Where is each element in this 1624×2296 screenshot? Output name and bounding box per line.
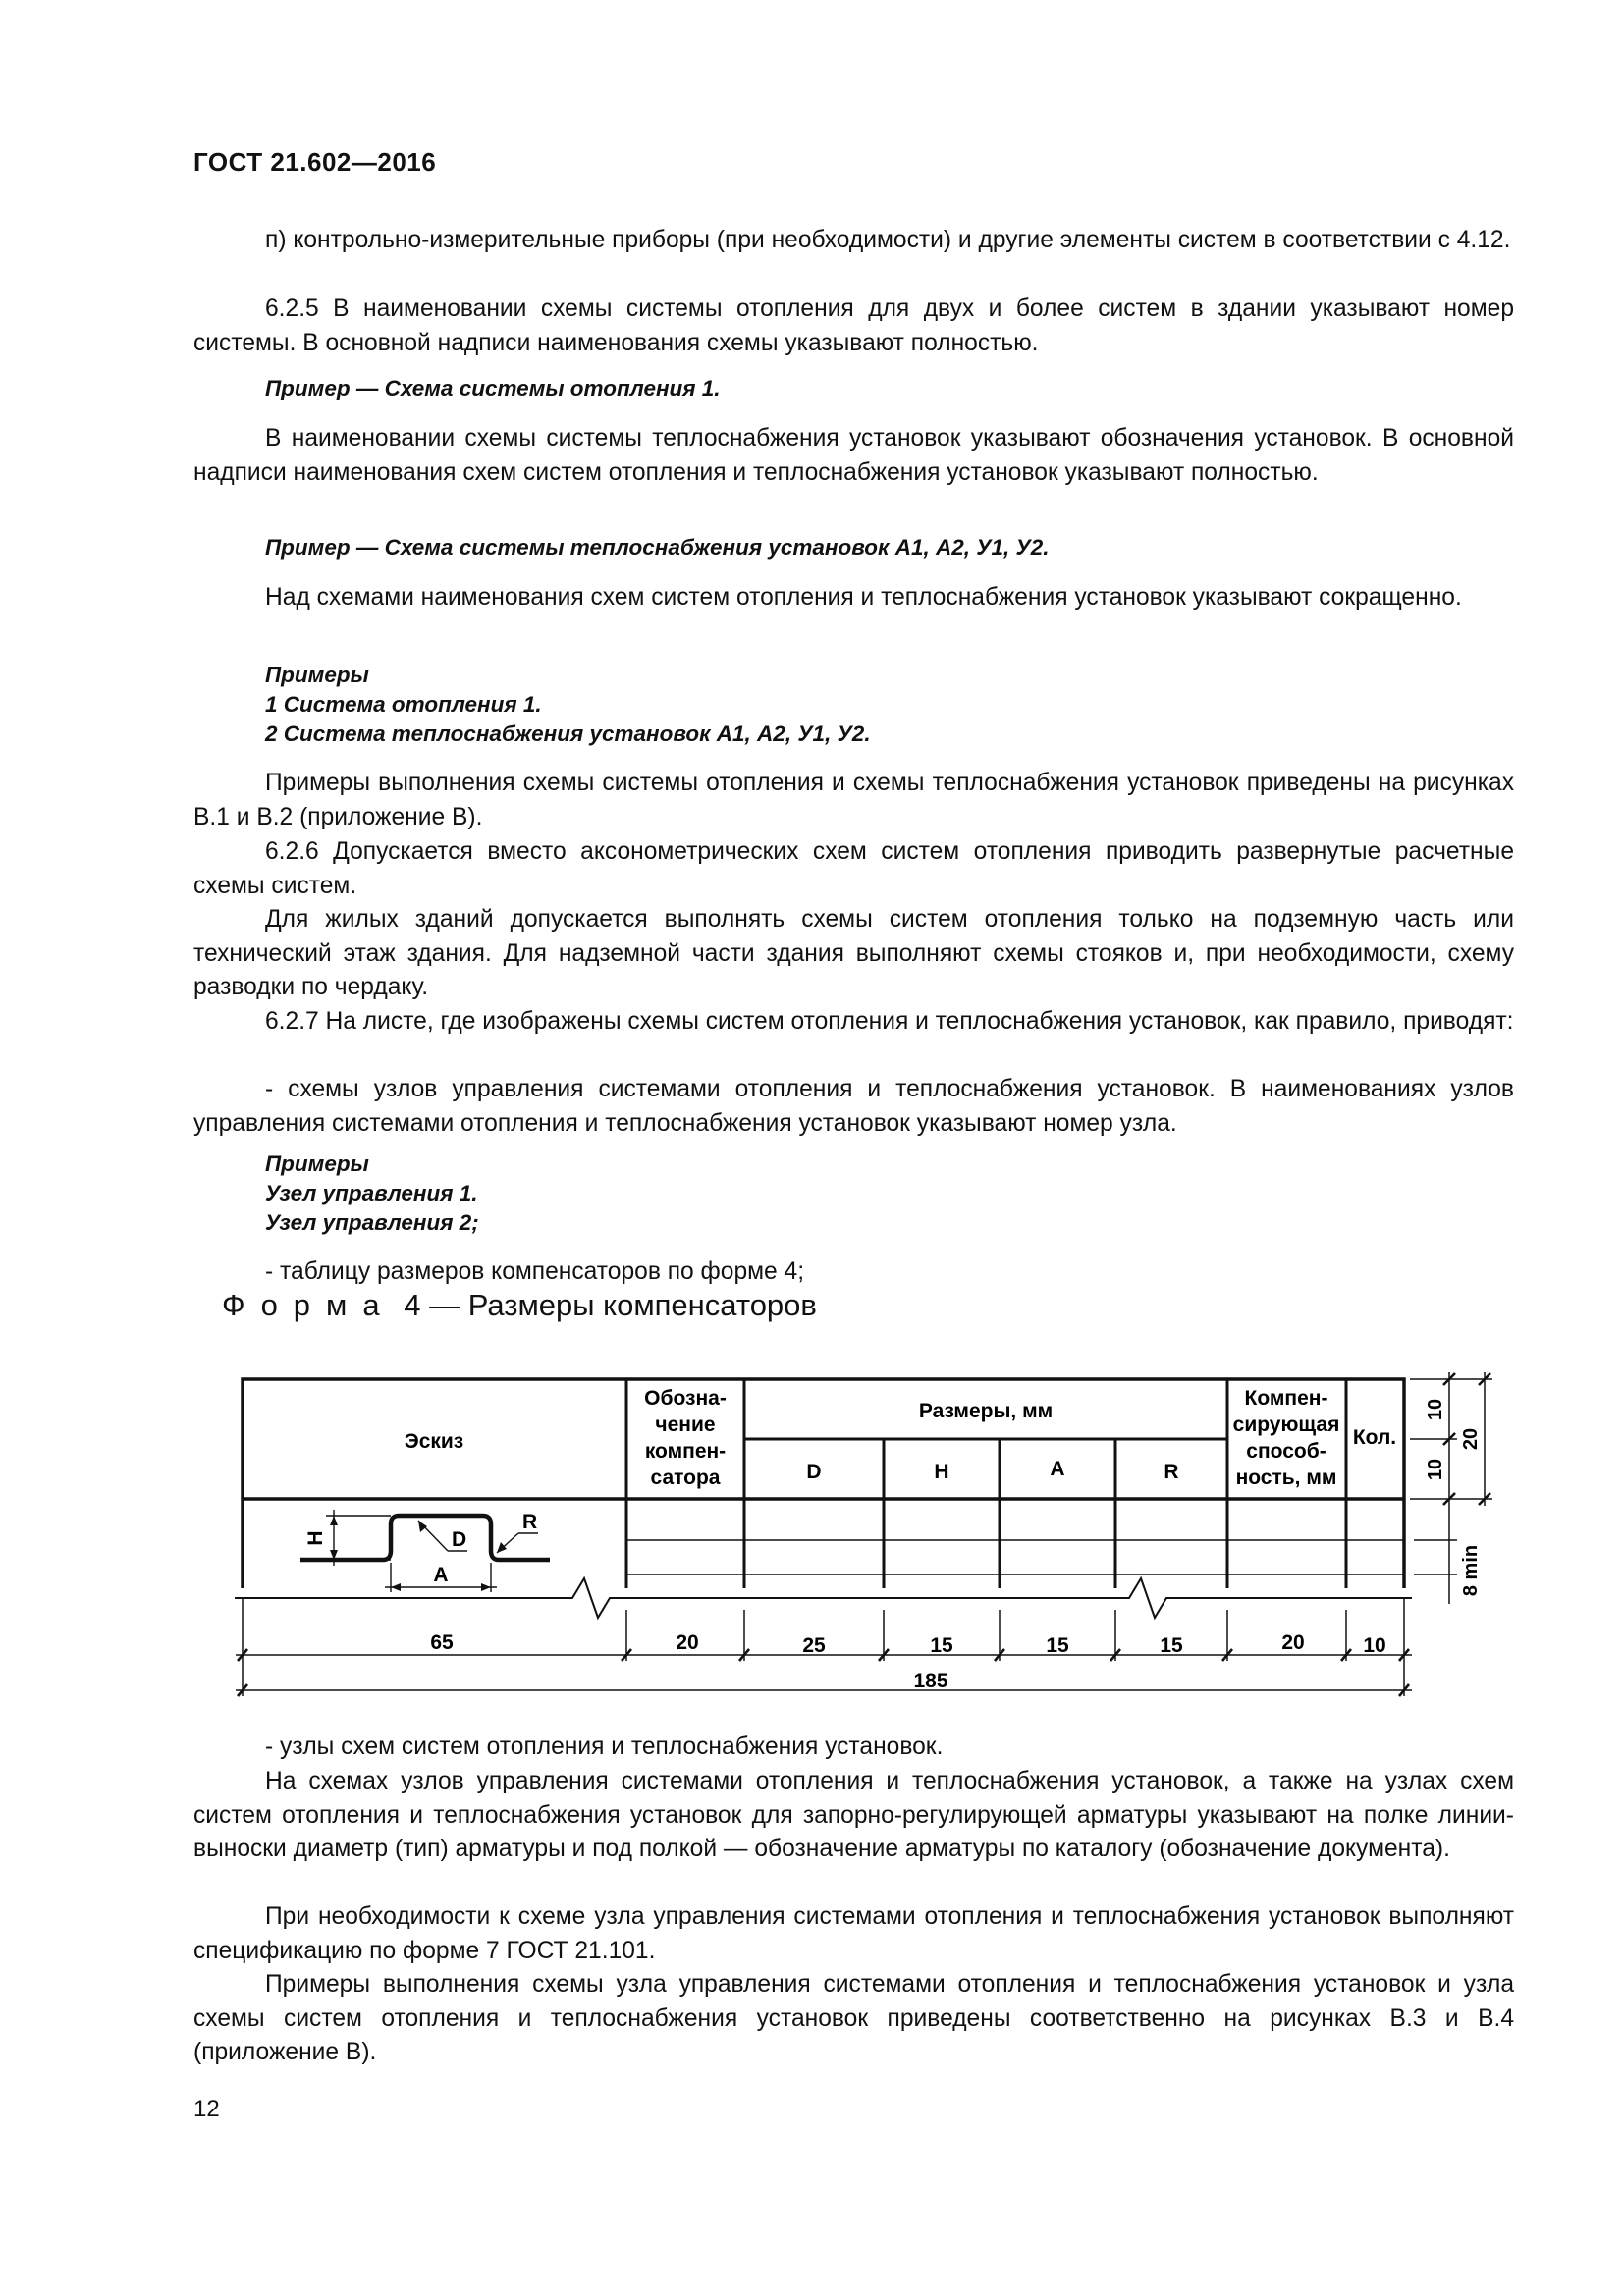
paragraph-6-2-5: 6.2.5 В наименовании схемы системы отопления для двух и более систем в здании указывают номер системы. В основной надписи наименования схемы указывают полностью. [193, 295, 1514, 356]
paragraph-abbreviated: Над схемами наименования схем систем отопления и теплоснабжения установок указывают сокращенно. [265, 584, 1462, 611]
dim-width-d: 25 [802, 1634, 826, 1657]
paragraph-control-nodes: - схемы узлов управления системами отопления и теплоснабжения установок. В наименованиях узлов управления системами отопления и теплоснабжения установок указывают номер узла. [193, 1076, 1514, 1137]
header-capacity-4: ность, мм [1235, 1467, 1337, 1489]
dim-width-qty: 10 [1363, 1634, 1386, 1657]
paragraph-specification: При необходимости к схеме узла управления системами отопления и теплоснабжения установок выполняют спецификацию по форме 7 ГОСТ 21.101. [193, 1903, 1514, 1964]
paragraph-residential: Для жилых зданий допускается выполнять схемы систем отопления только на подземную часть или технический этаж здания. Для надземной части здания выполняют схемы стояков и, при необходимости, схему разводки по чердаку. [193, 906, 1514, 1000]
header-capacity-1: Компен- [1244, 1387, 1328, 1410]
header-d: D [806, 1461, 822, 1483]
header-designation-2: чение [655, 1414, 716, 1436]
form-label: Форма [222, 1288, 396, 1322]
examples-title-2: Примеры [265, 1151, 369, 1176]
form-name: Размеры компенсаторов [467, 1288, 817, 1322]
dim-height-row2: 10 [1425, 1458, 1446, 1481]
header-sizes: Размеры, мм [918, 1400, 1054, 1422]
paragraph-p: п) контрольно-измерительные приборы (при необходимости) и другие элементы систем в соответствии с 4.12. [265, 227, 1511, 253]
header-sketch: Эскиз [404, 1430, 464, 1453]
document-header: ГОСТ 21.602—2016 [193, 147, 437, 177]
header-capacity-3: способ- [1246, 1440, 1326, 1463]
example-2: Пример — Схема системы теплоснабжения установок А1, А2, У1, У2. [265, 535, 1050, 560]
paragraph-nodes: - узлы схем систем отопления и теплоснабжения установок. [265, 1734, 944, 1760]
header-capacity-2: сирующая [1232, 1414, 1340, 1436]
paragraph-examples-figures: Примеры выполнения схемы узла управления системами отопления и теплоснабжения установок и узла схемы систем отопления и теплоснабжения установок приведены соответственно на рисунках В.3 и В.4 (приложение В). [193, 1971, 1514, 2065]
dim-width-h: 15 [930, 1634, 953, 1657]
dim-height-header: 20 [1460, 1427, 1482, 1451]
examples-item-1: 1 Система отопления 1. [265, 692, 542, 717]
dim-height-body: 8 min [1460, 1544, 1482, 1597]
paragraph-table-form4: - таблицу размеров компенсаторов по форме 4; [265, 1258, 805, 1285]
header-designation-3: компен- [644, 1440, 727, 1463]
dim-width-designation: 20 [676, 1631, 699, 1654]
sketch-label-d: D [452, 1528, 467, 1551]
paragraph-6-2-6: 6.2.6 Допускается вместо аксонометрических схем систем отопления приводить развернутые расчетные схемы систем. [193, 838, 1514, 899]
paragraph-heat-supply-names: В наименовании схемы системы теплоснабжения установок указывают обозначения установок. В основной надписи наименования схем систем отопления и теплоснабжения установок указывают полностью. [193, 425, 1514, 486]
paragraph-valves: На схемах узлов управления системами отопления и теплоснабжения установок, а также на узлах схем систем отопления и теплоснабжения установок для запорно-регулирующей арматуры указывают на полке линии-выноски диаметр (тип) арматуры и под полкой — обозначение арматуры по каталогу (обозначение документа). [193, 1768, 1514, 1862]
sketch-label-h: H [304, 1530, 327, 1546]
example-1: Пример — Схема системы отопления 1. [265, 376, 721, 400]
header-h: H [934, 1461, 949, 1483]
examples-item-2: 2 Система теплоснабжения установок А1, А2, У1, У2. [265, 721, 871, 746]
dim-width-sketch: 65 [430, 1631, 454, 1654]
form-dash: — [429, 1288, 460, 1322]
header-designation-1: Обозна- [644, 1387, 727, 1410]
dim-width-r: 15 [1160, 1634, 1183, 1657]
dim-width-a: 15 [1046, 1634, 1069, 1657]
header-r: R [1164, 1461, 1179, 1483]
examples-node-1: Узел управления 1. [265, 1181, 478, 1205]
header-a: A [1050, 1458, 1065, 1480]
sketch-label-a: A [433, 1564, 449, 1586]
paragraph-figures: Примеры выполнения схемы системы отопления и схемы теплоснабжения установок приведены на рисунках В.1 и В.2 (приложение В). [193, 770, 1514, 830]
examples-node-2: Узел управления 2; [265, 1210, 479, 1235]
header-designation-4: сатора [650, 1467, 721, 1489]
form-number: 4 [404, 1288, 421, 1322]
header-qty: Кол. [1352, 1426, 1397, 1449]
dim-total-width: 185 [913, 1670, 948, 1692]
dim-height-row1: 10 [1425, 1398, 1446, 1421]
dim-width-capacity: 20 [1281, 1631, 1305, 1654]
paragraph-6-2-7: 6.2.7 На листе, где изображены схемы систем отопления и теплоснабжения установок, как правило, приводят: [265, 1008, 1514, 1035]
sketch-label-r: R [522, 1511, 538, 1533]
examples-title-1: Примеры [265, 663, 369, 687]
page-number: 12 [193, 2096, 220, 2122]
